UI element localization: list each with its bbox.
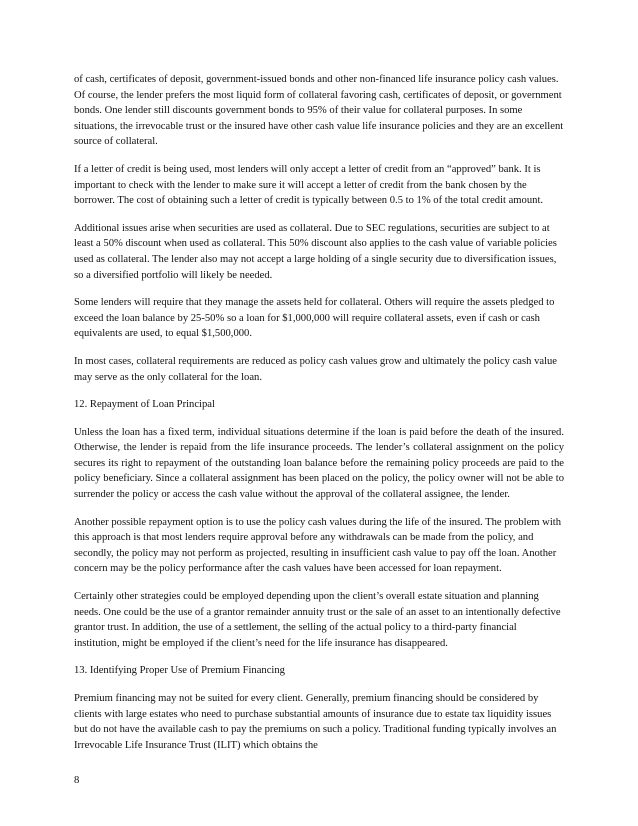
- paragraph-proper-use: Premium financing may not be suited for every client. Generally, premium financing should be considered by clients with large estates who need to purchase substantial amounts of insurance due to estate tax liquidity issues but do not have the available cash to pay the premiums on such a policy. Traditional funding typically involves an Irrevocable Life Insurance Trust (ILIT) which obtains the: [74, 693, 557, 751]
- page-number: 8: [74, 775, 80, 786]
- paragraph-repayment-cash-values: Another possible repayment option is to use the policy cash values during the life of the insured. The problem with this approach is that most lenders require approval before any withdrawals can be made from the policy, and secondly, the policy may not perform as projected, resulting in insufficient cash value to pay off the loan. Another concern may be the policy performance after the cash values have been accessed for loan repayment.: [74, 516, 562, 575]
- paragraph-letter-of-credit: If a letter of credit is being used, most lenders will only accept a letter of credit from an “approved” bank. It is important to check with the lender to make sure it will accept a letter of credit from the bank chosen by the borrower. The cost of obtaining such a letter of credit is typically between 0.5 to 1% of the total credit amount.: [74, 163, 544, 207]
- section-heading-repayment: 12. Repayment of Loan Principal: [74, 399, 215, 411]
- paragraph-collateral-sources: of cash, certificates of deposit, government-issued bonds and other non-financed life insurance policy cash values. Of course, the lender prefers the most liquid form of collateral favoring cash, certificates of deposit, or government bonds. One lender still discounts government bonds to 95% of their value for collateral purposes. In some situations, the irrevocable trust or the insured have other cash value life insurance policies and they are an excellent source of collateral.: [74, 74, 564, 148]
- paragraph-other-strategies: Certainly other strategies could be employed depending upon the client’s overall estate situation and planning needs. One could be the use of a grantor remainder annuity trust or the sale of an asset to an intentionally defective grantor trust. In addition, the use of a settlement, the selling of the actual policy to a third-party financial institution, might be employed if the client’s need for the life insurance has disappeared.: [74, 591, 561, 649]
- paragraph-repayment-death: Unless the loan has a fixed term, individual situations determine if the loan is paid before the death of the insured. Otherwise, the lender is repaid from the life insurance proceeds. The lender’s collateral assignment on the policy secures its right to repayment of the outstanding loan balance before the remaining policy proceeds are paid to the policy beneficiary. Since a collateral assignment has been placed on the policy, the policy owner will not be able to surrender the policy or access the cash value without the approval of the collateral assignee, the lender.: [74, 426, 564, 501]
- paragraph-asset-management: Some lenders will require that they manage the assets held for collateral. Others will require the assets pledged to exceed the loan balance by 25-50% so a loan for $1,000,000 will require collateral assets, even if cash or cash equivalents are used, to equal $1,500,000.: [74, 297, 555, 340]
- section-heading-proper-use: 13. Identifying Proper Use of Premium Financing: [74, 665, 285, 677]
- paragraph-securities-collateral: Additional issues arise when securities are used as collateral. Due to SEC regulations, securities are subject to at least a 50% discount when used as collateral. This 50% discount also applies to the cash value of variable policies used as collateral. The lender also may not accept a large holding of a single security due to diversification issues, so a diversified portfolio will likely be needed.: [74, 222, 557, 281]
- document-body: [74, 72, 564, 765]
- paragraph-collateral-reduction: In most cases, collateral requirements are reduced as policy cash values grow and ultimately the policy cash value may serve as the only collateral for the loan.: [74, 355, 558, 383]
